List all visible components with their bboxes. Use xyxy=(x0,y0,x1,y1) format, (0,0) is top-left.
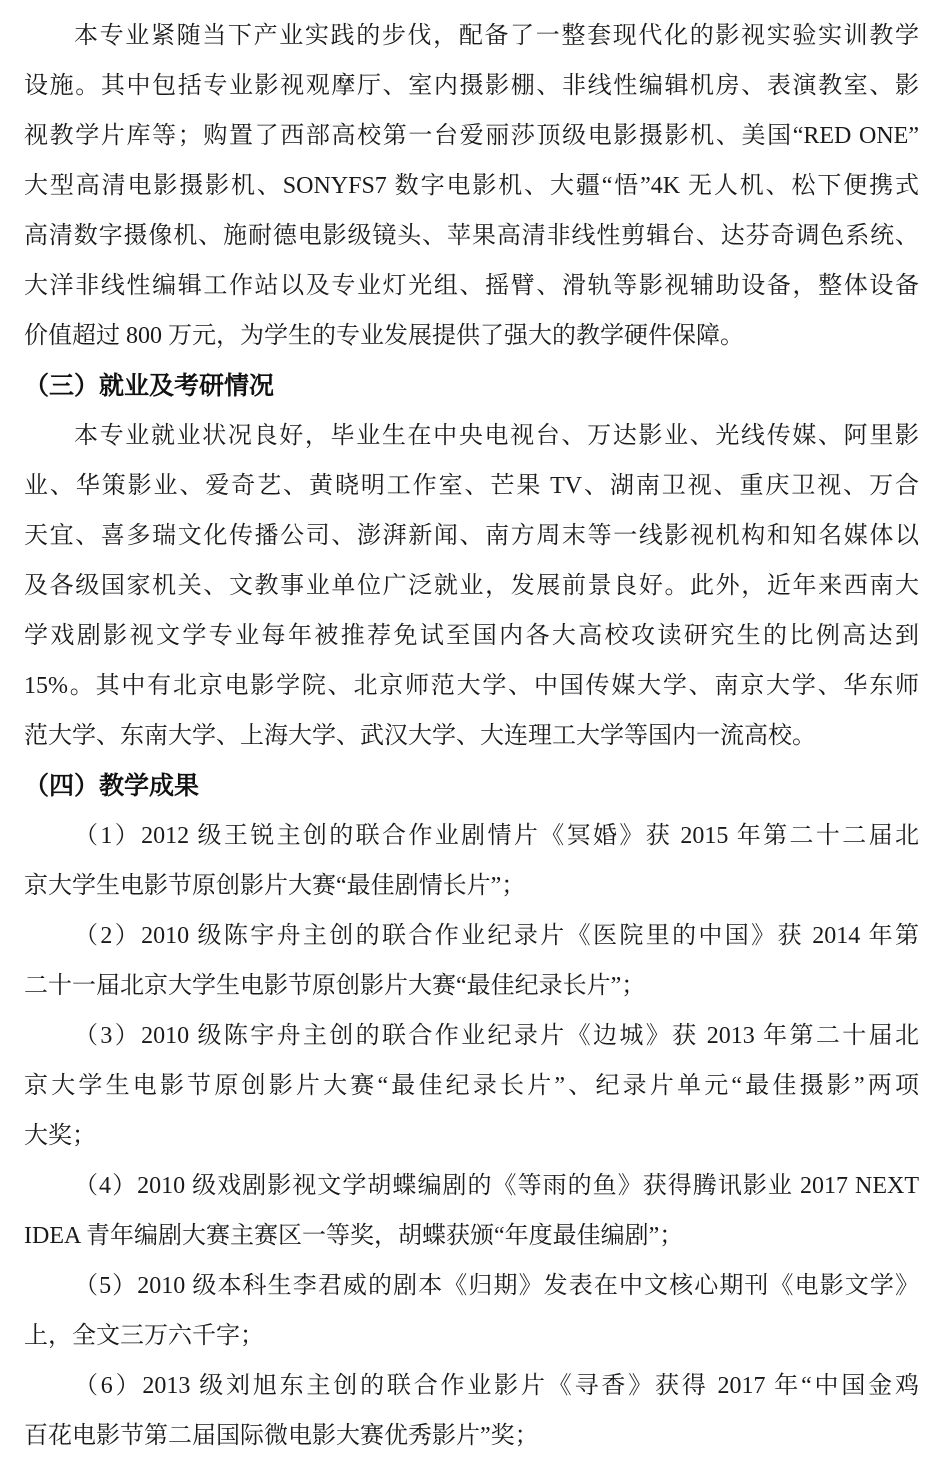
section-heading-achievements: （四）教学成果 xyxy=(24,772,200,800)
achievement-item-1-line: 京大学生电影节原创影片大赛“最佳剧情长片”； xyxy=(24,873,526,899)
employment-paragraph-line: 范大学、东南大学、上海大学、武汉大学、大连理工大学等国内一流高校。 xyxy=(24,723,816,749)
employment-paragraph-line: 天宜、喜多瑞文化传播公司、澎湃新闻、南方周末等一线影视机构和知名媒体以 xyxy=(24,523,919,549)
facilities-paragraph-line: 大洋非线性编辑工作站以及专业灯光组、摇臂、滑轨等影视辅助设备，整体设备 xyxy=(24,273,919,299)
achievement-item-6-line: 百花电影节第二届国际微电影大赛优秀影片”奖； xyxy=(24,1423,539,1449)
employment-paragraph-line: 业、华策影业、爱奇艺、黄晓明工作室、芒果 TV、湖南卫视、重庆卫视、万合 xyxy=(24,473,919,499)
achievement-item-5-line: 上，全文三万六千字； xyxy=(24,1323,264,1349)
achievement-item-3-line: 大奖； xyxy=(24,1123,96,1149)
achievement-item-6-line: （6）2013 级刘旭东主创的联合作业影片《寻香》获得 2017 年“中国金鸡 xyxy=(74,1373,919,1399)
achievement-item-1-line: （1）2012 级王锐主创的联合作业剧情片《冥婚》获 2015 年第二十二届北 xyxy=(74,823,919,849)
facilities-paragraph-line: 本专业紧随当下产业实践的步伐，配备了一整套现代化的影视实验实训教学 xyxy=(74,23,919,49)
employment-paragraph-line: 及各级国家机关、文教事业单位广泛就业，发展前景良好。此外，近年来西南大 xyxy=(24,573,919,599)
facilities-paragraph-line: 高清数字摄像机、施耐德电影级镜头、苹果高清非线性剪辑台、达芬奇调色系统、 xyxy=(24,223,919,249)
facilities-paragraph-line: 价值超过 800 万元，为学生的专业发展提供了强大的教学硬件保障。 xyxy=(24,323,744,349)
achievement-item-2-line: 二十一届北京大学生电影节原创影片大赛“最佳纪录长片”； xyxy=(24,973,646,999)
achievement-item-5-line: （5）2010 级本科生李君威的剧本《归期》发表在中文核心期刊《电影文学》 xyxy=(74,1273,919,1299)
employment-paragraph-line: 15%。其中有北京电影学院、北京师范大学、中国传媒大学、南京大学、华东师 xyxy=(24,673,919,699)
section-heading-employment: （三）就业及考研情况 xyxy=(24,372,275,400)
achievement-item-4-line: （4）2010 级戏剧影视文学胡蝶编剧的《等雨的鱼》获得腾讯影业 2017 NEXT xyxy=(74,1173,919,1199)
employment-paragraph-line: 本专业就业状况良好，毕业生在中央电视台、万达影业、光线传媒、阿里影 xyxy=(74,423,919,449)
facilities-paragraph-line: 视教学片库等；购置了西部高校第一台爱丽莎顶级电影摄影机、美国“RED ONE” xyxy=(24,123,919,149)
employment-paragraph-line: 学戏剧影视文学专业每年被推荐免试至国内各大高校攻读研究生的比例高达到 xyxy=(24,623,919,649)
facilities-paragraph-line: 大型高清电影摄影机、SONYFS7 数字电影机、大疆“悟”4K 无人机、松下便携式 xyxy=(24,173,919,199)
facilities-paragraph-line: 设施。其中包括专业影视观摩厅、室内摄影棚、非线性编辑机房、表演教室、影 xyxy=(24,73,919,99)
achievement-item-4-line: IDEA 青年编剧大赛主赛区一等奖，胡蝶获颁“年度最佳编剧”； xyxy=(24,1223,684,1249)
achievement-item-3-line: （3）2010 级陈宇舟主创的联合作业纪录片《边城》获 2013 年第二十届北 xyxy=(74,1023,919,1049)
achievement-item-3-line: 京大学生电影节原创影片大赛“最佳纪录长片”、纪录片单元“最佳摄影”两项 xyxy=(24,1073,919,1099)
achievement-item-2-line: （2）2010 级陈宇舟主创的联合作业纪录片《医院里的中国》获 2014 年第 xyxy=(74,923,919,949)
